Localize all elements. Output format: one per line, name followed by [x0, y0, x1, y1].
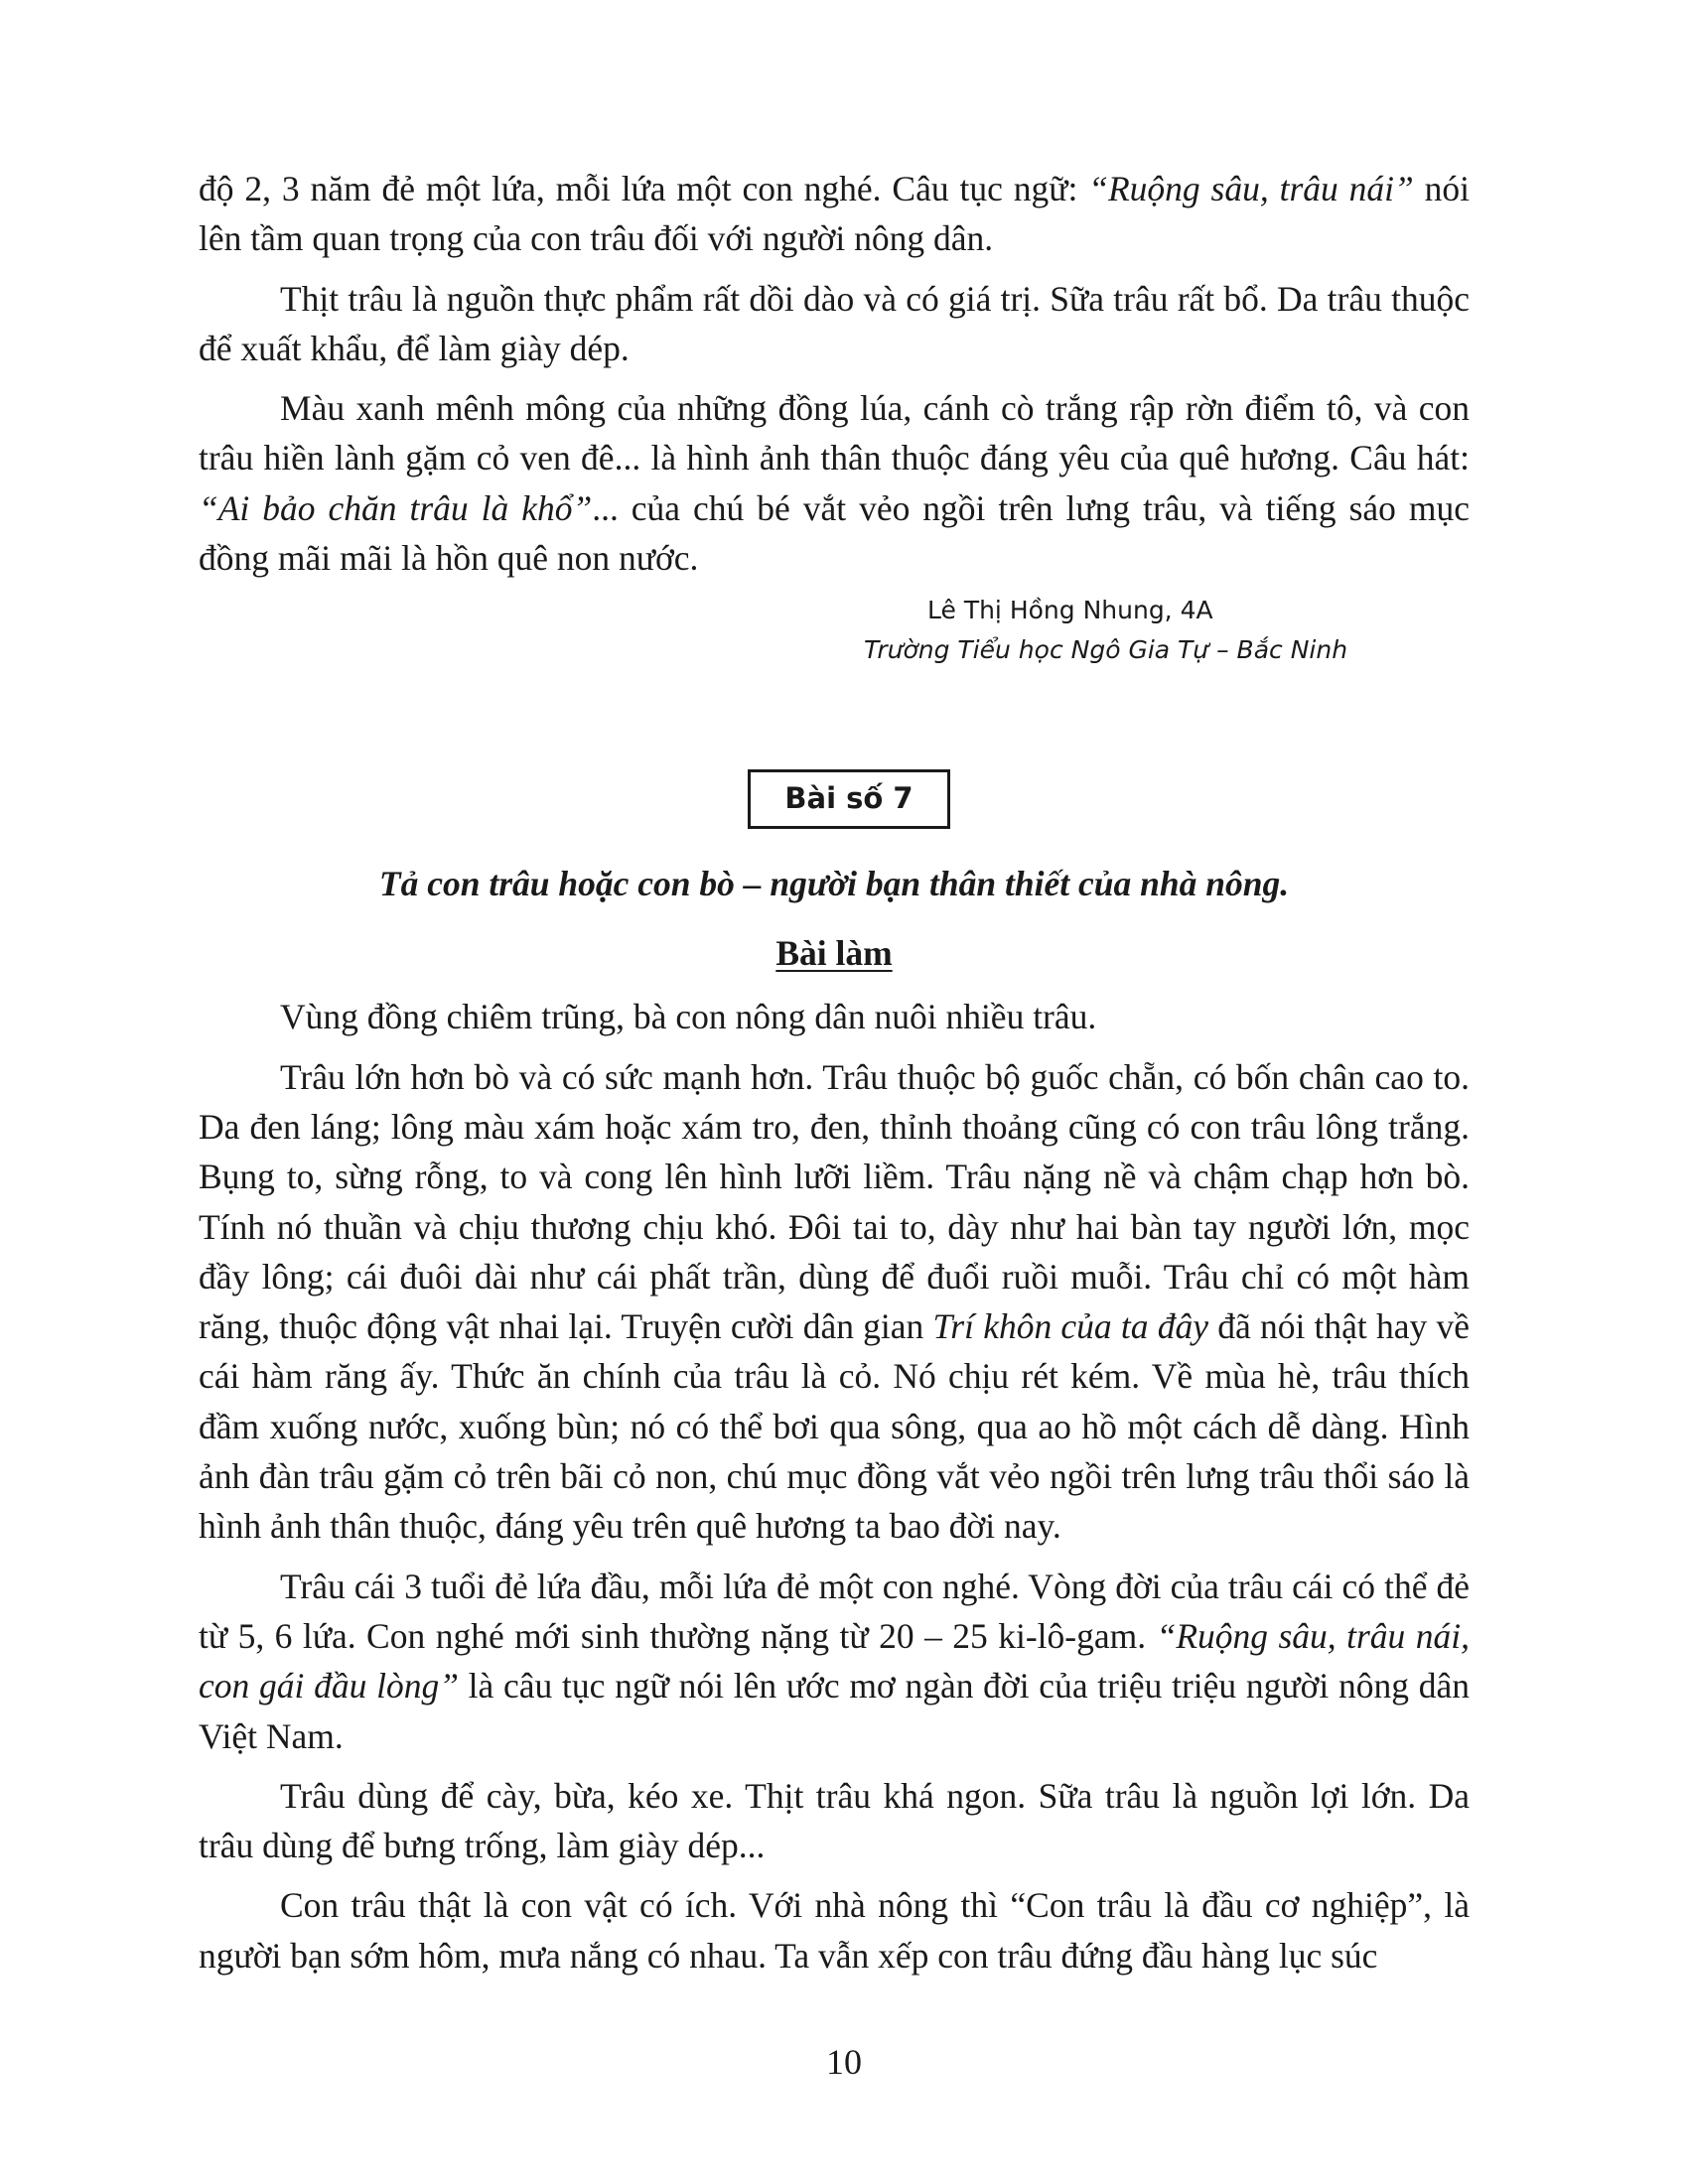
author-name: Lê Thị Hồng Nhung, 4A	[927, 596, 1213, 625]
exercise-label-wrap	[199, 769, 1470, 829]
song-quote: “Ai bảo chăn trâu là khổ”	[199, 487, 593, 528]
text: ... của chú bé vắt vẻo ngồi trên lưng trâu, và tiếng sáo mục đồng mãi mãi là hồn quê non nước.	[199, 487, 1471, 579]
text: Trâu cái 3 tuổi đẻ lứa đầu, mỗi lứa đẻ một con nghé. Vòng đời của trâu cái có thể đẻ từ 5, 6 lứa. Con nghé mới sinh thường nặng từ 20 – 25 ki-lô-gam.	[199, 1566, 1470, 1656]
paragraph	[199, 1052, 1470, 1552]
text: độ 2, 3 năm đẻ một lứa, mỗi lứa một con nghé. Câu tục ngữ:	[199, 169, 1089, 208]
answer-heading: Bài làm	[775, 933, 893, 974]
text: nói lên tầm quan trọng của con trâu đối với người nông dân.	[199, 169, 1470, 259]
paragraph: Con trâu thật là con vật có ích. Với nhà nông thì “Con trâu là đầu cơ nghiệp”, là người bạn sớm hôm, mưa nắng có nhau. Ta vẫn xếp con trâu đứng đầu hàng lục súc	[199, 1885, 1470, 1976]
story-title: Trí khôn của ta đây	[932, 1306, 1208, 1347]
page-number: 10	[826, 2042, 862, 2082]
assignment-prompt: Tả con trâu hoặc con bò – người bạn thân thiết của nhà nông.	[378, 864, 1290, 904]
proverb-quote: “Ruộng sâu, trâu nái, con gái đầu lòng”	[199, 1615, 1470, 1706]
text: là câu tục ngữ nói lên ước mơ ngàn đời của triệu triệu người nông dân Việt Nam.	[199, 1666, 1470, 1756]
author-school: Trường Tiểu học Ngô Gia Tự – Bắc Ninh	[864, 635, 1348, 665]
text: đã nói thật hay về cái hàm răng ấy. Thức ăn chính của trâu là cỏ. Nó chịu rét kém. Về mùa hè, trâu thích đầm xuống nước, xuống bùn; nó có thể bơi qua sông, qua ao hồ một cách dễ dàng. Hình ảnh đàn trâu gặm cỏ trên bãi cỏ non, chú mục đồng vắt vẻo ngồi trên lưng trâu thổi sáo là hình ảnh thân thuộc, đáng yêu trên quê hương ta bao đời nay.	[199, 1306, 1470, 1547]
paragraph: Trâu dùng để cày, bừa, kéo xe. Thịt trâu khá ngon. Sữa trâu là nguồn lợi lớn. Da trâu dùng để bưng trống, làm giày dép...	[199, 1775, 1470, 1866]
proverb-quote: “Ruộng sâu, trâu nái”	[1088, 169, 1414, 208]
paragraph	[199, 383, 1470, 583]
text: Trâu lớn hơn bò và có sức mạnh hơn. Trâu thuộc bộ guốc chẵn, có bốn chân cao to. Da đen láng; lông màu xám hoặc xám tro, đen, thỉnh thoảng cũng có con trâu lông trắng. Bụng to, sừng rỗng, to và cong lên hình lưỡi liềm. Trâu nặng nề và chậm chạp hơn bò. Tính nó thuần và chịu thương chịu khó. Đôi tai to, dày như hai bàn tay người lớn, mọc đầy lông; cái đuôi dài như cái phất trần, dùng để đuổi ruồi muỗi. Trâu chỉ có một hàm răng, thuộc động vật nhai lại. Truyện cười dân gian	[199, 1056, 1470, 1347]
exercise-label: Bài số 7	[748, 769, 949, 829]
paragraph	[199, 1562, 1470, 1761]
paragraph: Vùng đồng chiêm trũng, bà con nông dân nuôi nhiều trâu.	[280, 997, 1097, 1037]
text: Màu xanh mênh mông của những đồng lúa, cánh cò trắng rập rờn điểm tô, và con trâu hiền lành gặm cỏ ven đê... là hình ảnh thân thuộc đáng yêu của quê hương. Câu hát:	[199, 388, 1470, 478]
author-signature	[199, 591, 1470, 670]
paragraph	[199, 164, 1470, 264]
paragraph: Thịt trâu là nguồn thực phẩm rất dồi dào và có giá trị. Sữa trâu rất bổ. Da trâu thuộc để xuất khẩu, để làm giày dép.	[199, 278, 1470, 368]
page-content	[199, 164, 1470, 1980]
